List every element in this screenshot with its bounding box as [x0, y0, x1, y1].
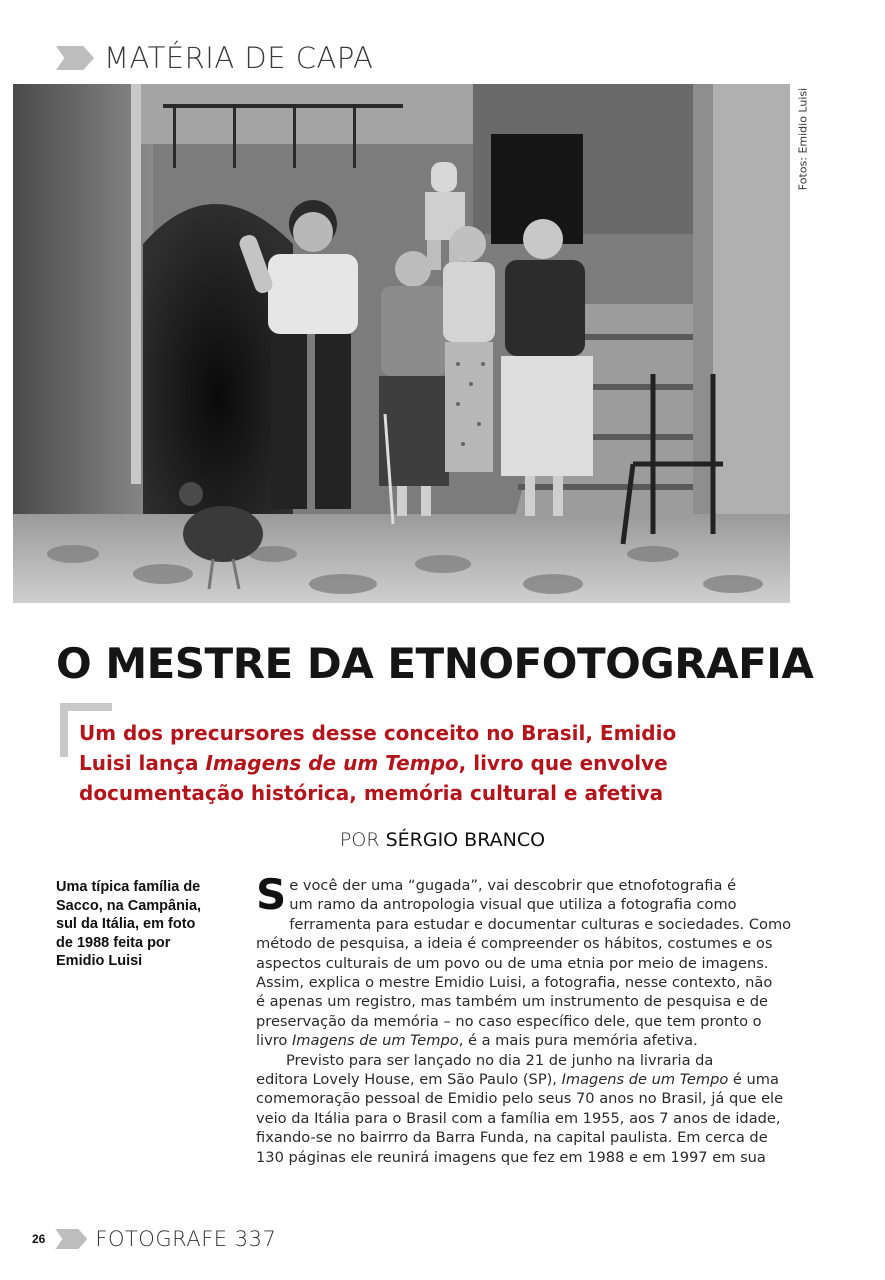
deck-line-1: Um dos precursores desse conceito no Brasil, Emidio [79, 721, 677, 745]
body-line: comemoração pessoal de Emidio pelo seus 70 anos no Brasil, já que ele [256, 1090, 784, 1108]
deck-line-3: documentação histórica, memória cultural e afetiva [79, 781, 664, 805]
body-line [256, 1070, 796, 1089]
deck [79, 718, 779, 808]
body-book-title: Imagens de um Tempo [561, 1071, 729, 1089]
body-line: aspectos culturais de um povo ou de uma etnia por meio de imagens. [256, 954, 769, 972]
body-text-span: , é a mais pura memória afetiva. [458, 1032, 698, 1050]
page-footer [32, 1226, 276, 1252]
body-line: e você der uma “gugada”, vai descobrir que etnofotografia é [289, 877, 737, 894]
page-number: 26 [32, 1232, 46, 1246]
chevron-icon [55, 1229, 87, 1249]
body-line: preservação da memória – no caso específico dele, que tem pronto o [256, 1012, 762, 1030]
body-line: um ramo da antropologia visual que utiliza a fotografia como [289, 896, 737, 914]
deck-line-2 [79, 748, 779, 778]
body-line: Previsto para ser lançado no dia 21 de junho na livraria da [286, 1051, 714, 1069]
deck-line-2-post: , livro que envolve [458, 751, 668, 775]
deck-line-2-pre: Luisi lança [79, 751, 206, 775]
byline-prefix: POR [339, 829, 386, 851]
magazine-issue: FOTOGRAFE 337 [95, 1227, 277, 1251]
photo-caption: Uma típica família de Sacco, na Campânia, sul da Itália, em foto de 1988 feita por Emidio Luisi [56, 879, 202, 969]
body-line: ferramenta para estudar e documentar culturas e sociedades. Como [289, 915, 792, 933]
section-title: MATÉRIA DE CAPA [104, 41, 374, 75]
body-book-title: Imagens de um Tempo [292, 1032, 459, 1050]
body-text-span: editora Lovely House, em São Paulo (SP), [256, 1071, 562, 1089]
body-text-span: livro [256, 1032, 292, 1050]
byline-author: SÉRGIO BRANCO [385, 829, 546, 851]
section-label [56, 40, 373, 76]
body-line: veio da Itália para o Brasil com a família em 1955, aos 7 anos de idade, [256, 1109, 781, 1127]
body-line: fixando-se no bairrro da Barra Funda, na capital paulista. Em cerca de [256, 1129, 768, 1147]
body-line: Assim, explica o mestre Emidio Luisi, a fotografia, nesse contexto, não [256, 974, 773, 992]
body-line: método de pesquisa, a ideia é compreender os hábitos, costumes e os [256, 935, 773, 953]
body-text-span: é uma [728, 1071, 779, 1089]
body-line: é apenas um registro, mas também um instrumento de pesquisa e de [256, 993, 768, 1011]
photo-credit-text: Fotos: Emidio Luisi [796, 87, 810, 191]
chevron-icon [56, 46, 94, 70]
body-line: 130 páginas ele reunirá imagens que fez em 1988 e em 1997 em sua [256, 1148, 766, 1166]
article-body [256, 870, 796, 1167]
deck-book-title: Imagens de um Tempo [205, 751, 459, 775]
photo-credit [792, 84, 814, 194]
headline: O MESTRE DA ETNOFOTOGRAFIA [56, 639, 814, 688]
byline [0, 829, 885, 851]
drop-cap: S [256, 870, 287, 919]
family-photo [13, 84, 790, 603]
cover-photo [13, 84, 790, 603]
body-line [256, 1031, 796, 1050]
